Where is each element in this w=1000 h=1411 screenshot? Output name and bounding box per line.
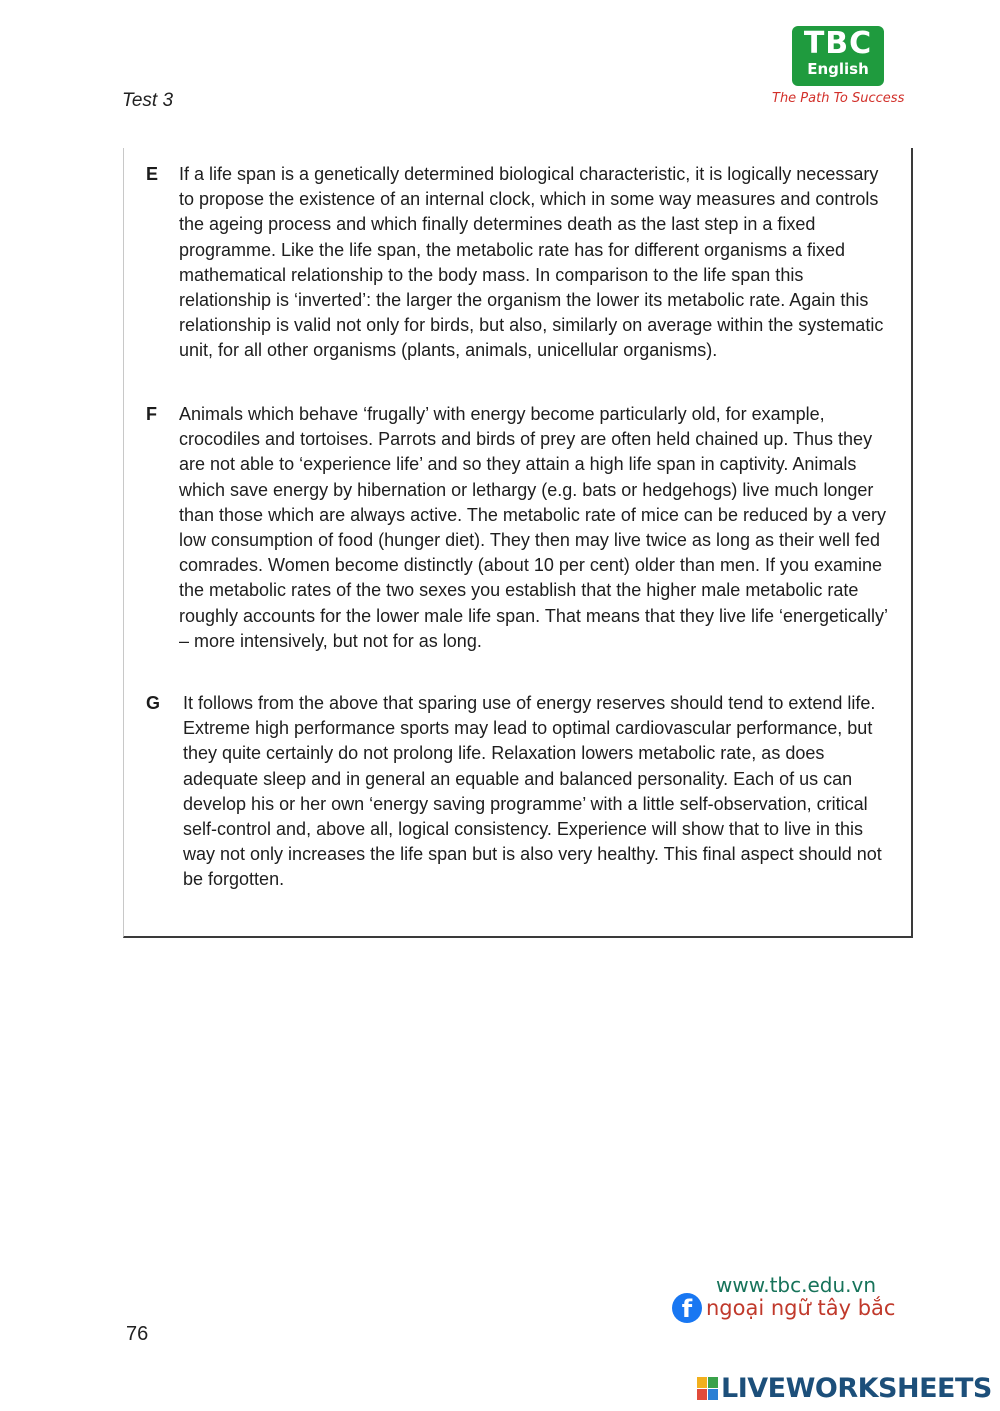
paragraph-text: It follows from the above that sparing use of energy reserves should tend to extend life. Extreme high performance sports may lead to optimal cardiovascular performance, but they quite certainly do not prolong life. Relaxation lowers metabolic rate, as does adequate sleep and in general an equable and balanced personality. Each of us can develop his or her own ‘energy saving programme’ with a little self-observation, critical self-control and, above all, logical consistency. Experience will show that to live in this way not only increases the life span but is also very healthy. This final aspect should not be forgotten.: [183, 693, 882, 890]
paragraph-text: Animals which behave ‘frugally’ with energy become particularly old, for example, crocodiles and tortoises. Parrots and birds of prey are often held chained up. Thus they are not able to ‘experience life’ and so they attain a high life span in captivity. Animals which save energy by hibernation or lethargy (e.g. bats or hedgehogs) live much longer than those which are always active. The metabolic rate of mice can be reduced by a very low consumption of food (hunger diet). They then may live twice as long as their well fed comrades. Women become distinctly (about 10 per cent) older than men. If you examine the metabolic rates of the two sexes you establish that the higher male metabolic rate roughly accounts for the lower male life span. That means that they live life ‘energetically’ – more intensively, but not for as long.: [179, 404, 888, 651]
logo-subtitle: English: [807, 60, 869, 78]
facebook-icon: f: [672, 1293, 702, 1323]
paragraph-text: If a life span is a genetically determined biological characteristic, it is logically necessary to propose the existence of an internal clock, which in some way measures and controls the ageing process and which finally determines death as the last step in a fixed programme. Like the life span, the metabolic rate has for different organisms a fixed mathematical relationship to the body mass. In comparison to the life span this relationship is ‘inverted’: the larger the organism the lower its metabolic rate. Again this relationship is valid not only for birds, but also, similarly on average within the systematic unit, for all other organisms (plants, animals, unicellular organisms).: [179, 164, 884, 361]
logo-tagline: The Path To Success: [772, 91, 905, 106]
reading-passage-box: [123, 148, 913, 938]
website-link[interactable]: www.tbc.edu.vn: [716, 1273, 877, 1297]
liveworksheets-wordmark: LIVEWORKSHEETS: [721, 1373, 992, 1404]
paragraph-letter: E: [146, 164, 159, 184]
paragraph-letter: G: [146, 693, 161, 713]
facebook-page-name: ngoại ngữ tây bắc: [706, 1296, 896, 1320]
paragraph-letter: F: [146, 404, 157, 424]
page-number: 76: [126, 1323, 149, 1345]
facebook-link[interactable]: [672, 1293, 895, 1323]
paragraph-e: [146, 162, 896, 364]
paragraph-g: [146, 691, 896, 893]
liveworksheets-brand: [697, 1373, 992, 1404]
logo-title: TBC: [803, 26, 873, 61]
test-label: Test 3: [122, 90, 174, 111]
paragraph-f: [146, 402, 896, 654]
tbc-english-logo: [792, 26, 884, 86]
liveworksheets-icon: [697, 1377, 718, 1400]
